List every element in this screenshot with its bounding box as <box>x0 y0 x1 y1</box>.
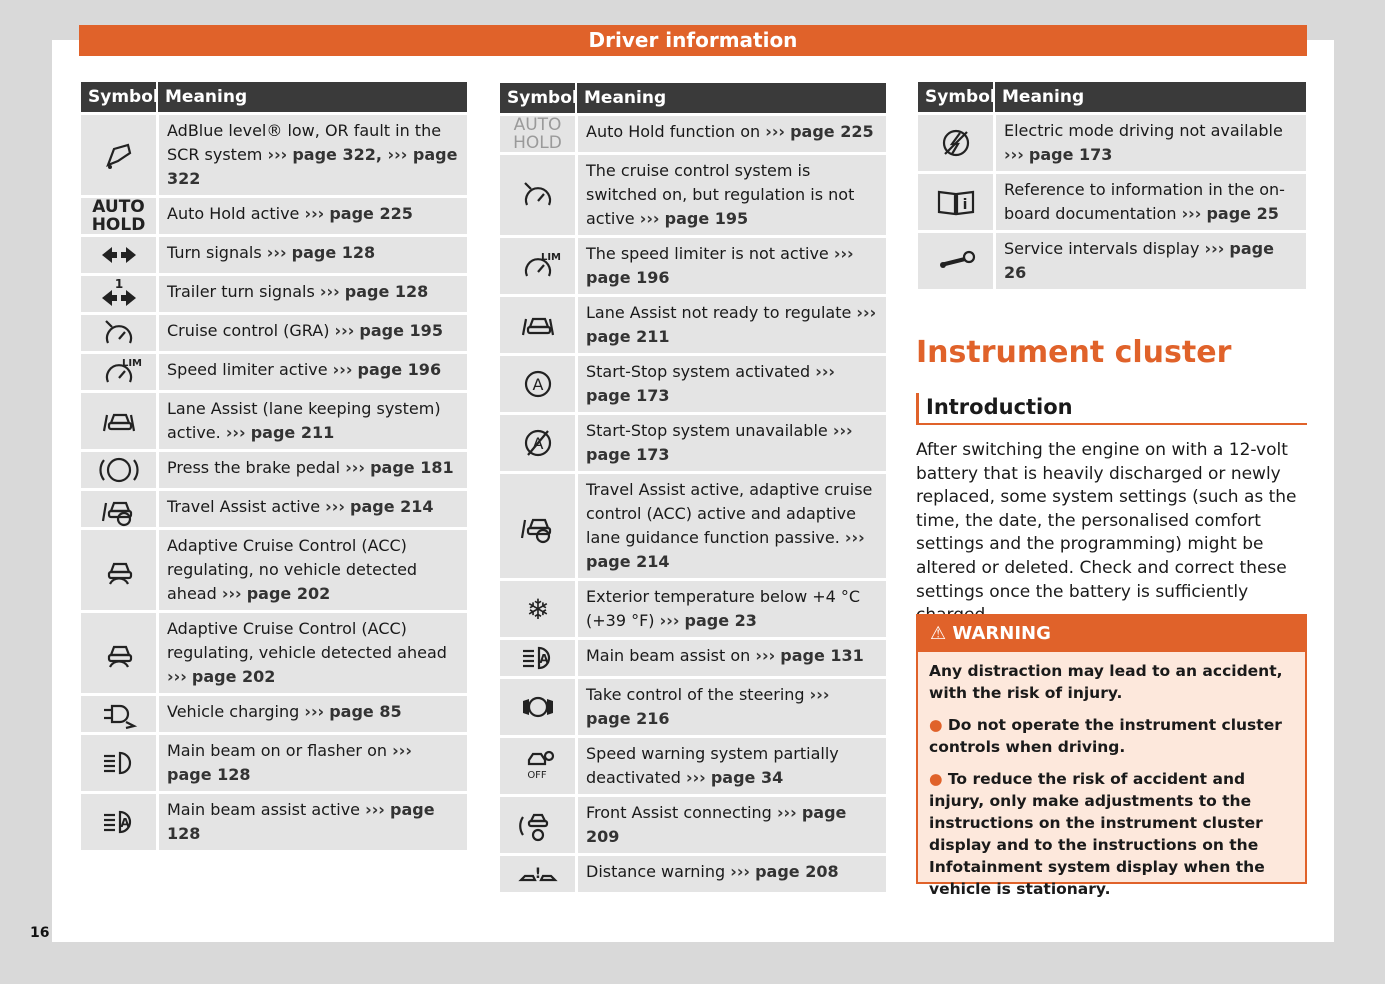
svg-text:A: A <box>532 375 543 394</box>
svg-text:LIM: LIM <box>121 358 142 369</box>
arrow-marker: ››› <box>304 204 325 223</box>
warning-title: WARNING <box>952 623 1051 644</box>
symbol-cell <box>81 198 156 234</box>
meaning-cell <box>156 237 467 273</box>
arrow-marker: ››› <box>809 685 830 704</box>
meaning-cell <box>575 238 886 294</box>
arrow-marker: ››› <box>1181 204 1202 223</box>
page-number: 16 <box>30 925 50 941</box>
arrow-marker: ››› <box>815 362 835 381</box>
symbol-table-2 <box>500 80 886 895</box>
speed-limiter-inactive-icon <box>517 248 559 284</box>
meaning-text: Exterior temperature below +4 °C (+39 °F) <box>586 587 861 630</box>
vehicle-charging-icon <box>98 696 140 732</box>
main-beam-assist-on-icon <box>517 640 559 676</box>
page-reference-link[interactable]: page 26 <box>1004 239 1274 282</box>
page-reference-link[interactable]: page 25 <box>1206 204 1279 223</box>
page-reference-link[interactable]: page 131 <box>780 646 864 665</box>
svg-text:OFF: OFF <box>526 770 547 781</box>
arrow-marker: ››› <box>1004 145 1024 164</box>
speed-limiter-icon <box>98 354 140 390</box>
meaning-cell <box>156 696 467 732</box>
meaning-cell <box>156 530 467 610</box>
meaning-cell <box>575 640 886 676</box>
meaning-cell <box>156 452 467 488</box>
arrow-marker: ››› <box>167 667 187 686</box>
lane-assist-not-ready-icon <box>517 307 559 343</box>
front-assist-icon <box>517 807 559 843</box>
page-reference-link[interactable]: page 173 <box>586 386 670 405</box>
svg-text:1: 1 <box>114 277 123 291</box>
page-reference-link[interactable]: page 214 <box>586 552 670 571</box>
meaning-text: Speed limiter active <box>167 360 328 379</box>
arrow-marker: ››› <box>334 321 355 340</box>
page-reference-link[interactable]: page 195 <box>664 209 749 228</box>
symbol-cell <box>500 738 575 794</box>
meaning-text: Auto Hold function on <box>586 122 761 141</box>
symbol-cell <box>500 356 575 412</box>
symbol-row <box>918 115 1306 171</box>
page-reference-link[interactable]: page 322, ››› page 322 <box>167 145 458 188</box>
symbol-cell <box>81 276 156 312</box>
meaning-cell <box>575 415 886 471</box>
meaning-cell <box>156 354 467 390</box>
meaning-text: Main beam on or flasher on <box>167 741 388 760</box>
arrow-marker: ››› <box>639 209 660 228</box>
section-title: Instrument cluster <box>916 335 1232 370</box>
auto-hold-on-icon: AUTO HOLD <box>513 115 562 153</box>
symbol-cell <box>81 530 156 610</box>
travel-assist-acc-icon <box>517 508 559 544</box>
arrow-marker: ››› <box>345 458 365 477</box>
page-reference-link[interactable]: page 196 <box>586 268 670 287</box>
info-book-icon <box>935 184 977 220</box>
meaning-text: Travel Assist active <box>167 497 321 516</box>
arrow-marker: ››› <box>856 303 877 322</box>
svg-text:❄: ❄ <box>525 593 550 626</box>
page-reference-link[interactable]: page 128 <box>167 800 435 843</box>
main-beam-icon <box>98 745 140 781</box>
symbol-row <box>500 238 886 294</box>
acc-no-vehicle-icon <box>98 552 140 588</box>
symbol-cell <box>500 238 575 294</box>
warning-header <box>918 616 1305 652</box>
meaning-text: Speed warning system partially deactivated <box>586 744 839 787</box>
svg-text:A: A <box>119 816 130 830</box>
trailer-turn-signals-icon <box>98 276 140 312</box>
meaning-cell <box>156 491 467 527</box>
meaning-cell <box>993 174 1306 230</box>
symbol-header: Symbol <box>500 83 575 113</box>
symbol-row <box>81 452 467 488</box>
meaning-cell <box>156 315 467 351</box>
page-reference-link[interactable]: page 128 <box>344 282 429 301</box>
symbol-row <box>918 233 1306 289</box>
symbol-row <box>500 738 886 794</box>
symbol-row <box>500 640 886 676</box>
adblue-icon <box>98 137 140 173</box>
cruise-control-inactive-icon <box>517 177 559 213</box>
symbol-cell <box>500 474 575 578</box>
meaning-text: Adaptive Cruise Control (ACC) regulating, vehicle detected ahead <box>167 619 447 662</box>
symbol-header: Symbol <box>81 82 156 112</box>
arrow-marker: ››› <box>833 244 854 263</box>
page-reference-link[interactable]: page 196 <box>357 360 442 379</box>
page-reference-link[interactable]: page 225 <box>790 122 874 141</box>
symbol-cell <box>500 415 575 471</box>
arrow-marker: ››› <box>755 646 776 665</box>
symbol-row <box>81 276 467 312</box>
meaning-cell <box>575 297 886 353</box>
page-reference-link[interactable]: page 181 <box>370 458 454 477</box>
svg-text:A: A <box>538 652 549 666</box>
symbol-row <box>81 115 467 195</box>
meaning-text: Lane Assist not ready to regulate <box>586 303 852 322</box>
svg-text:LIM: LIM <box>540 252 561 263</box>
symbol-cell <box>500 797 575 853</box>
symbol-row <box>500 155 886 235</box>
meaning-header: Meaning <box>993 82 1306 112</box>
symbol-cell <box>81 735 156 791</box>
arrow-marker: ››› <box>1204 239 1225 258</box>
meaning-cell <box>575 474 886 578</box>
meaning-cell <box>156 393 467 449</box>
meaning-text: Travel Assist active, adaptive cruise control (ACC) active and adaptive lane guidance function passive. <box>586 480 873 547</box>
meaning-text: Start-Stop system activated <box>586 362 811 381</box>
steering-wheel-icon <box>517 689 559 725</box>
meaning-cell <box>156 276 467 312</box>
symbol-cell <box>81 491 156 527</box>
svg-text:i: i <box>962 197 967 213</box>
acc-vehicle-icon <box>98 635 140 671</box>
meaning-cell <box>575 679 886 735</box>
meaning-text: Cruise control (GRA) <box>167 321 330 340</box>
meaning-text: Front Assist connecting <box>586 803 772 822</box>
meaning-text: Main beam assist on <box>586 646 751 665</box>
cruise-control-icon <box>98 315 140 351</box>
meaning-text: The cruise control system is switched on, but regulation is not active <box>586 161 855 228</box>
meaning-cell <box>575 581 886 637</box>
electric-mode-unavailable-icon <box>935 125 977 161</box>
svg-text:A: A <box>532 434 543 453</box>
bullet-icon: ● <box>929 716 948 734</box>
auto-hold-icon: AUTO HOLD <box>91 197 146 235</box>
arrow-marker: ››› <box>685 768 706 787</box>
meaning-header: Meaning <box>156 82 467 112</box>
page-reference-link[interactable]: page 202 <box>246 584 331 603</box>
symbol-cell <box>81 696 156 732</box>
page-reference-link[interactable]: page 195 <box>359 321 443 340</box>
page-reference-link[interactable]: page 128 <box>291 243 376 262</box>
meaning-text: Main beam assist active <box>167 800 361 819</box>
page-reference-link[interactable]: page 128 <box>167 765 251 784</box>
page-reference-link[interactable]: page 208 <box>755 862 839 881</box>
arrow-marker: ››› <box>776 803 797 822</box>
page-reference-link[interactable]: page 214 <box>350 497 434 516</box>
meaning-text: Distance warning <box>586 862 726 881</box>
meaning-text: Trailer turn signals <box>167 282 315 301</box>
symbol-cell <box>918 233 993 289</box>
meaning-cell <box>575 738 886 794</box>
intro-paragraph: After switching the engine on with a 12-volt battery that is heavily discharged or newly replaced, some system settings (such as the time, the date, the personalised comfort settings and the programming) might be altered or deleted. Check and correct these settings once the battery is sufficiently <box>916 440 1297 602</box>
arrow-marker: ››› <box>730 862 750 881</box>
meaning-cell <box>156 735 467 791</box>
symbol-cell <box>500 155 575 235</box>
meaning-text: Start-Stop system unavailable <box>586 421 828 440</box>
arrow-marker: ››› <box>832 421 853 440</box>
arrow-marker: ››› <box>304 702 325 721</box>
meaning-header: Meaning <box>575 83 886 113</box>
distance-warning-icon <box>517 856 559 892</box>
page-reference-link[interactable]: page 202 <box>191 667 276 686</box>
meaning-cell <box>575 356 886 412</box>
symbol-row <box>81 491 467 527</box>
start-stop-icon <box>517 366 559 402</box>
symbol-cell <box>500 640 575 676</box>
page-banner: Driver information <box>79 25 1307 56</box>
warning-bullet <box>929 714 1294 758</box>
symbol-row <box>81 237 467 273</box>
page-reference-link[interactable]: page 211 <box>250 423 335 442</box>
symbol-row <box>500 356 886 412</box>
meaning-text: Adaptive Cruise Control (ACC) regulating, no vehicle detected ahead <box>167 536 418 603</box>
symbol-row <box>500 297 886 353</box>
meaning-cell <box>575 797 886 853</box>
arrow-marker: ››› <box>365 800 385 819</box>
warning-body <box>918 652 1305 918</box>
symbol-row <box>500 415 886 471</box>
page-reference-link[interactable]: page 23 <box>684 611 757 630</box>
meaning-text: Turn signals <box>167 243 262 262</box>
symbol-table-1 <box>81 79 467 853</box>
symbol-cell <box>81 393 156 449</box>
arrow-marker: ››› <box>765 122 785 141</box>
warning-box <box>916 614 1307 898</box>
arrow-marker: ››› <box>659 611 680 630</box>
meaning-cell <box>993 233 1306 289</box>
warning-bullet-text: To reduce the risk of accident and injury, only make adjustments to the instructions on the instrument cluster display and to the instructions on the Infotainment system display when the vehicle is stationary. <box>929 770 1265 898</box>
warning-triangle-icon: ⚠ <box>930 623 947 644</box>
symbol-cell <box>81 237 156 273</box>
meaning-text: AdBlue level® low, OR fault in the SCR system <box>167 121 442 164</box>
arrow-marker: ››› <box>221 584 242 603</box>
symbol-cell <box>500 116 575 152</box>
arrow-marker: ››› <box>267 145 288 164</box>
meaning-cell <box>156 794 467 850</box>
symbol-cell <box>81 452 156 488</box>
meaning-text: Service intervals display <box>1004 239 1200 258</box>
meaning-cell <box>156 198 467 234</box>
symbol-header: Symbol <box>918 82 993 112</box>
meaning-cell <box>575 155 886 235</box>
subheading-text: Introduction <box>926 395 1073 419</box>
symbol-row <box>500 856 886 892</box>
symbol-cell <box>500 581 575 637</box>
symbol-row <box>81 530 467 610</box>
symbol-row <box>81 315 467 351</box>
symbol-cell <box>500 856 575 892</box>
symbol-table-3 <box>918 79 1306 292</box>
page-reference-link[interactable]: page 211 <box>586 327 670 346</box>
svg-text:!: ! <box>534 866 541 882</box>
arrow-marker: ››› <box>325 497 345 516</box>
symbol-row <box>81 613 467 693</box>
symbol-cell <box>81 354 156 390</box>
symbol-cell <box>500 297 575 353</box>
symbol-cell <box>81 315 156 351</box>
meaning-text: The speed limiter is not active <box>586 244 829 263</box>
travel-assist-icon <box>98 491 140 527</box>
symbol-cell <box>81 794 156 850</box>
speed-warning-off-icon <box>517 748 559 784</box>
main-beam-assist-icon <box>98 804 140 840</box>
meaning-text: Lane Assist (lane keeping system) active. <box>167 399 441 442</box>
meaning-text: Reference to information in the on-board documentation <box>1004 180 1285 223</box>
arrow-marker: ››› <box>225 423 246 442</box>
page-reference-link[interactable]: page 85 <box>329 702 402 721</box>
arrow-marker: ››› <box>319 282 340 301</box>
meaning-cell <box>575 856 886 892</box>
symbol-row <box>81 198 467 234</box>
lane-assist-icon <box>98 403 140 439</box>
snowflake-icon <box>517 591 559 627</box>
page-reference-link[interactable]: page 173 <box>1028 145 1113 164</box>
wrench-icon <box>935 243 977 279</box>
symbol-row <box>500 797 886 853</box>
symbol-row <box>500 679 886 735</box>
page-reference-link[interactable]: page 34 <box>710 768 784 787</box>
brake-pedal-icon <box>98 452 140 488</box>
bullet-icon: ● <box>929 770 948 788</box>
symbol-row <box>81 794 467 850</box>
meaning-text: Press the brake pedal <box>167 458 341 477</box>
symbol-row <box>81 735 467 791</box>
page-reference-link[interactable]: page 216 <box>586 709 670 728</box>
meaning-cell <box>156 115 467 195</box>
meaning-text: Electric mode driving not available <box>1004 121 1283 140</box>
symbol-row <box>500 474 886 578</box>
symbol-row <box>500 581 886 637</box>
page-reference-link[interactable]: page 225 <box>329 204 413 223</box>
symbol-cell <box>500 679 575 735</box>
arrow-marker: ››› <box>392 741 412 760</box>
symbol-cell <box>81 613 156 693</box>
meaning-cell <box>575 116 886 152</box>
meaning-text: Vehicle charging <box>167 702 300 721</box>
symbol-row <box>81 354 467 390</box>
subheading <box>916 393 1307 425</box>
meaning-text: Auto Hold active <box>167 204 300 223</box>
warning-bullet-text: Do not operate the instrument cluster controls when driving. <box>929 716 1282 756</box>
symbol-row <box>81 393 467 449</box>
arrow-marker: ››› <box>332 360 353 379</box>
meaning-cell <box>156 613 467 693</box>
arrow-marker: ››› <box>266 243 287 262</box>
symbol-row <box>918 174 1306 230</box>
symbol-row <box>500 116 886 152</box>
page-reference-link[interactable]: page 209 <box>586 803 847 846</box>
symbol-cell <box>81 115 156 195</box>
warning-bullet <box>929 768 1294 900</box>
meaning-text: Take control of the steering <box>586 685 805 704</box>
symbol-cell <box>918 174 993 230</box>
symbol-row <box>81 696 467 732</box>
symbol-cell <box>918 115 993 171</box>
warning-lead: Any distraction may lead to an accident, with the risk of injury. <box>929 662 1283 702</box>
turn-signals-icon <box>98 237 140 273</box>
page-reference-link[interactable]: page 173 <box>586 445 670 464</box>
arrow-marker: ››› <box>844 528 865 547</box>
start-stop-unavailable-icon <box>517 425 559 461</box>
meaning-cell <box>993 115 1306 171</box>
